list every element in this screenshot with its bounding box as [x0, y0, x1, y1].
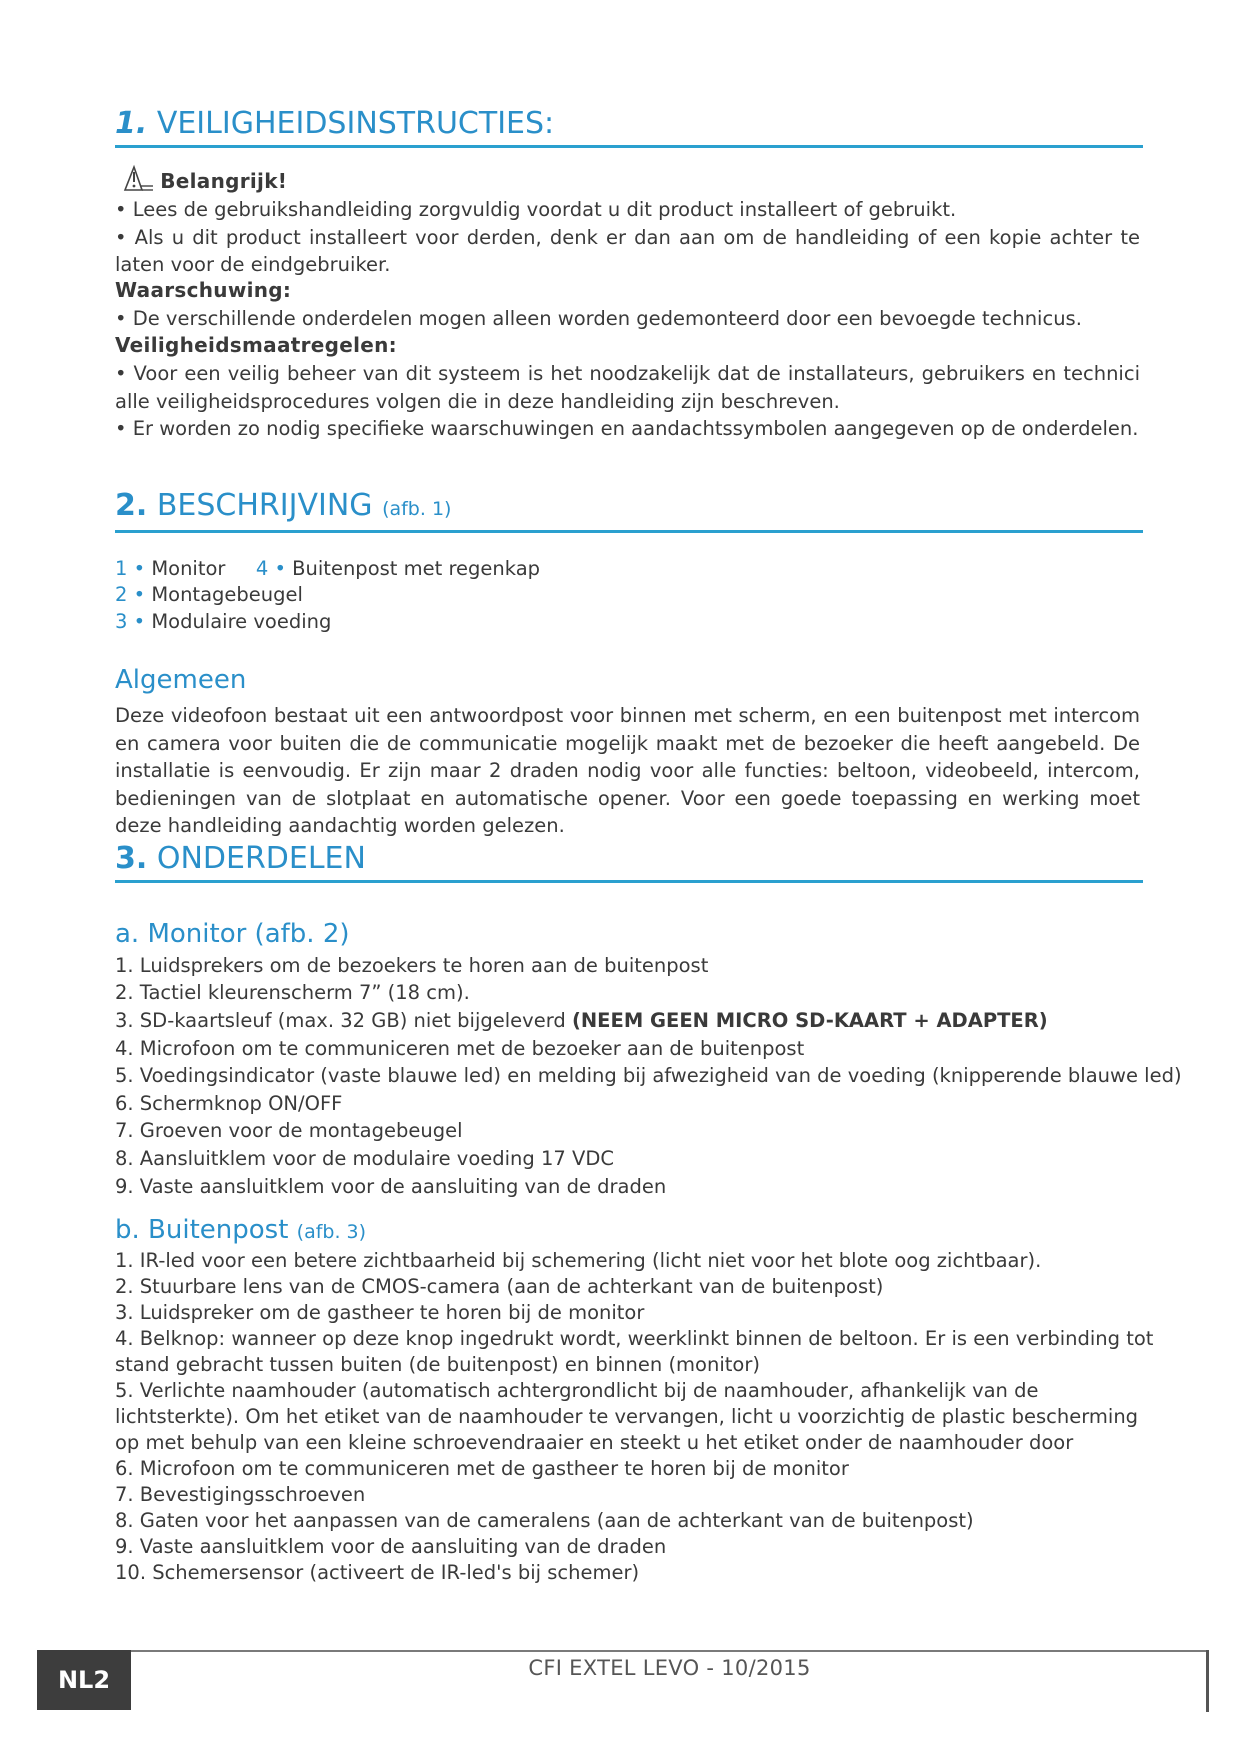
safety-label: Veiligheidsmaatregelen:: [115, 333, 397, 357]
outdoor-heading: [115, 1214, 366, 1248]
monitor-item: 7. Groeven voor de montagebeugel: [115, 1119, 463, 1142]
important-list: [115, 196, 1145, 279]
description-row-3: [115, 608, 1155, 635]
important-heading: [120, 164, 1160, 195]
warning-triangle-icon: [120, 164, 154, 192]
monitor-item-3: [115, 1007, 1155, 1034]
footer-rule: [131, 1650, 1208, 1652]
warning-item: • De verschillende onderdelen mogen alleen worden gedemonteerd door een bevoegde technicus.: [115, 307, 1082, 330]
figure-reference: (afb. 1): [382, 498, 452, 520]
section-heading-safety: [115, 106, 1143, 148]
general-heading: Algemeen: [115, 665, 247, 695]
item-number: 3 •: [115, 610, 146, 633]
item-number: 2 •: [115, 583, 146, 606]
item-label: Monitor: [151, 557, 226, 580]
list-item: 5. Verlichte naamhouder (automatisch achtergrondlicht bij de naamhouder, afhankelijk van de lichtsterkte). Om het etiket van de naamhouder te vervangen, licht u voorzichtig de plastic bescherming op met behulp van een kleine schroevendraaier en steekt u het etiket onder de naamhouder door: [115, 1379, 1139, 1454]
outdoor-list: [115, 1248, 1155, 1586]
item-number: 4 •: [255, 557, 286, 580]
section-number: 1.: [115, 106, 148, 141]
list-item: 7. Bevestigingsschroeven: [115, 1483, 366, 1506]
monitor-item: 6. Schermknop ON/OFF: [115, 1092, 343, 1115]
section-title: ONDERDELEN: [156, 841, 366, 876]
section-title: VEILIGHEIDSINSTRUCTIES:: [156, 106, 555, 141]
list-item: 4. Belknop: wanneer op deze knop ingedrukt wordt, weerklinkt binnen de beltoon. Er is een verbinding tot stand gebracht tussen buiten (de buitenpost) en binnen (monitor): [115, 1327, 1154, 1376]
description-row-1: [115, 555, 1155, 582]
monitor-item: 1. Luidsprekers om de bezoekers te horen aan de buitenpost: [115, 954, 709, 977]
monitor-item: 2. Tactiel kleurenscherm 7” (18 cm).: [115, 981, 470, 1004]
list-item: • Voor een veilig beheer van dit systeem is het noodzakelijk dat de installateurs, gebruikers en technici alle veiligheidsprocedures volgen die in deze handleiding zijn beschreven.: [115, 362, 1140, 413]
list-item: • Als u dit product installeert voor derden, denk er dan aan om de handleiding of een kopie achter te laten voor de eindgebruiker.: [115, 225, 1140, 276]
safety-list: [115, 360, 1140, 443]
warning-label: Waarschuwing:: [115, 278, 292, 302]
monitor-item: 4. Microfoon om te communiceren met de bezoeker aan de buitenpost: [115, 1037, 805, 1060]
list-item: 9. Vaste aansluitklem voor de aansluiting van de draden: [115, 1535, 667, 1558]
monitor-item: 9. Vaste aansluitklem voor de aansluiting van de draden: [115, 1175, 667, 1198]
figure-reference: (afb. 3): [296, 1221, 367, 1243]
list-item: • Er worden zo nodig specifieke waarschuwingen en aandachtssymbolen aangegeven op de onderdelen.: [115, 417, 1139, 440]
footer-text: CFI EXTEL LEVO - 10/2015: [528, 1656, 811, 1680]
general-paragraph: Deze videofoon bestaat uit een antwoordpost voor binnen met scherm, en een buitenpost met intercom en camera voor buiten die de communicatie mogelijk maakt met de bezoeker die heeft aangebeld. De installatie is eenvoudig. Er zijn maar 2 draden nodig voor alle functies: beltoon, videobeeld, intercom, bedieningen van de slotplaat en automatische opener. Voor een goede toepassing en werking moet deze handleiding aandachtig worden gelezen.: [115, 704, 1140, 837]
description-row-2: [115, 581, 1155, 608]
section-heading-parts: [115, 841, 1143, 883]
monitor-item-text: 3. SD-kaartsleuf (max. 32 GB) niet bijgeleverd: [115, 1009, 566, 1032]
section-heading-description: [115, 488, 1143, 533]
monitor-heading: a. Monitor (afb. 2): [115, 919, 350, 949]
list-item: 1. IR-led voor een betere zichtbaarheid bij schemering (licht niet voor het blote oog zichtbaar).: [115, 1249, 1042, 1272]
monitor-item: 8. Aansluitklem voor de modulaire voeding 17 VDC: [115, 1147, 614, 1170]
item-label: Modulaire voeding: [151, 610, 332, 633]
monitor-item: 5. Voedingsindicator (vaste blauwe led) en melding bij afwezigheid van de voeding (knipperende blauwe led): [115, 1064, 1182, 1087]
outdoor-title: b. Buitenpost: [115, 1215, 289, 1245]
item-label: Montagebeugel: [151, 583, 303, 606]
list-item: 6. Microfoon om te communiceren met de gastheer te horen bij de monitor: [115, 1457, 849, 1480]
monitor-item-note: (NEEM GEEN MICRO SD-KAART + ADAPTER): [571, 1009, 1048, 1032]
page-number-badge: NL2: [37, 1650, 131, 1710]
section-number: 2.: [115, 488, 148, 523]
item-number: 1 •: [115, 557, 146, 580]
list-item: 8. Gaten voor het aanpassen van de cameralens (aan de achterkant van de buitenpost): [115, 1509, 974, 1532]
item-label: Buitenpost met regenkap: [292, 557, 541, 580]
list-item: 2. Stuurbare lens van de CMOS-camera (aan de achterkant van de buitenpost): [115, 1275, 884, 1298]
section-title: BESCHRIJVING: [156, 488, 373, 523]
section-number: 3.: [115, 841, 148, 876]
list-item: 10. Schemersensor (activeert de IR-led's bij schemer): [115, 1561, 640, 1584]
list-item: • Lees de gebruikshandleiding zorgvuldig voordat u dit product installeert of gebruikt.: [115, 198, 957, 221]
list-item: 3. Luidspreker om de gastheer te horen bij de monitor: [115, 1301, 645, 1324]
important-label: Belangrijk!: [160, 169, 288, 193]
